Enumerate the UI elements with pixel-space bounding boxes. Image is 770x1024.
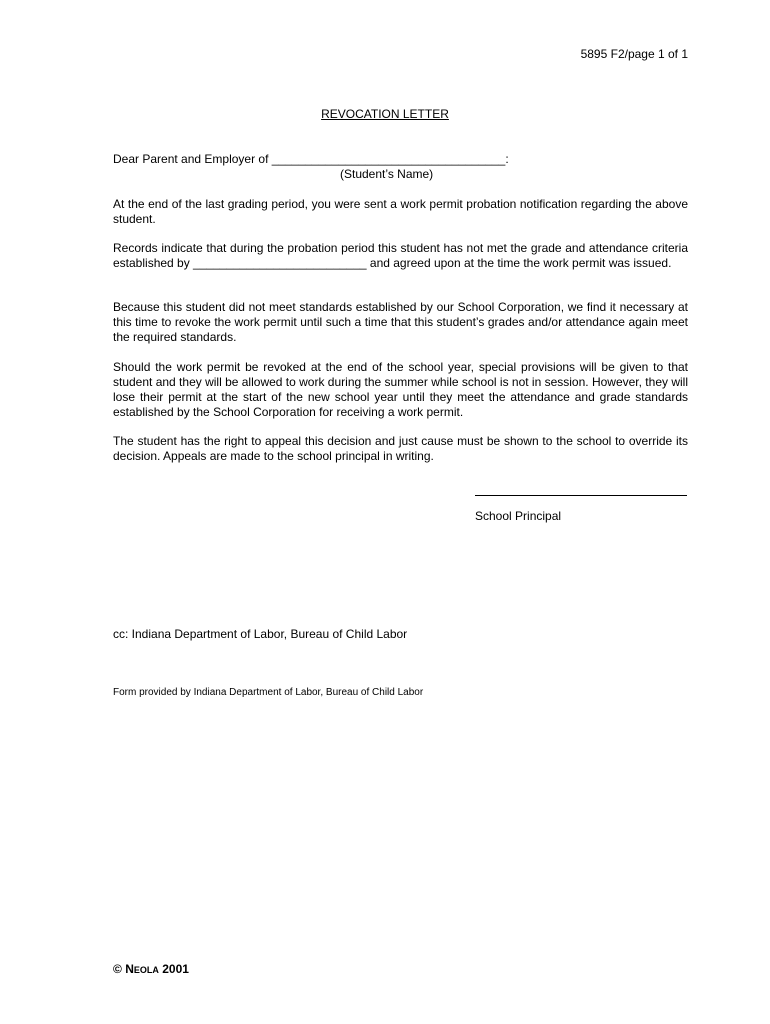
form-provided-note: Form provided by Indiana Department of Labor, Bureau of Child Labor	[113, 687, 424, 698]
letter-title: REVOCATION LETTER	[321, 107, 449, 121]
paragraph-4: Should the work permit be revoked at the end of the school year, special provisions will be given to that student and they will be allowed to work during the summer while school is not in session. However, they will lose their permit at the start of the new school year until they meet the attendance and grade standards established by the School Corporation for receiving a work permit.	[113, 360, 688, 419]
copyright-notice	[113, 962, 189, 977]
salutation-line: Dear Parent and Employer of ___________________________________:	[113, 152, 509, 166]
copyright-brand-initial: N	[125, 962, 134, 976]
cc-line: cc: Indiana Department of Labor, Bureau of Child Labor	[113, 627, 408, 641]
paragraph-1: At the end of the last grading period, you were sent a work permit probation notification regarding the above student.	[113, 197, 688, 226]
student-name-caption: (Student’s Name)	[340, 167, 434, 181]
paragraph-3: Because this student did not meet standards established by our School Corporation, we find it necessary at this time to revoke the work permit until such a time that this student’s grades and/or attendance again meet the required standards.	[113, 300, 688, 344]
page-reference: 5895 F2/page 1 of 1	[580, 47, 688, 61]
copyright-symbol: ©	[113, 962, 122, 976]
paragraph-5: The student has the right to appeal this decision and just cause must be shown to the school to override its decision. Appeals are made to the school principal in writing.	[113, 434, 688, 463]
copyright-brand-rest: EOLA	[133, 965, 159, 975]
paragraph-2: Records indicate that during the probation period this student has not met the grade and attendance criteria established by __________________________ and agreed upon at the time the work permit was issued.	[113, 241, 688, 270]
salutation-block	[113, 152, 688, 182]
copyright-year: 2001	[162, 962, 189, 976]
signature-line	[475, 495, 687, 496]
signature-label: School Principal	[475, 509, 562, 523]
